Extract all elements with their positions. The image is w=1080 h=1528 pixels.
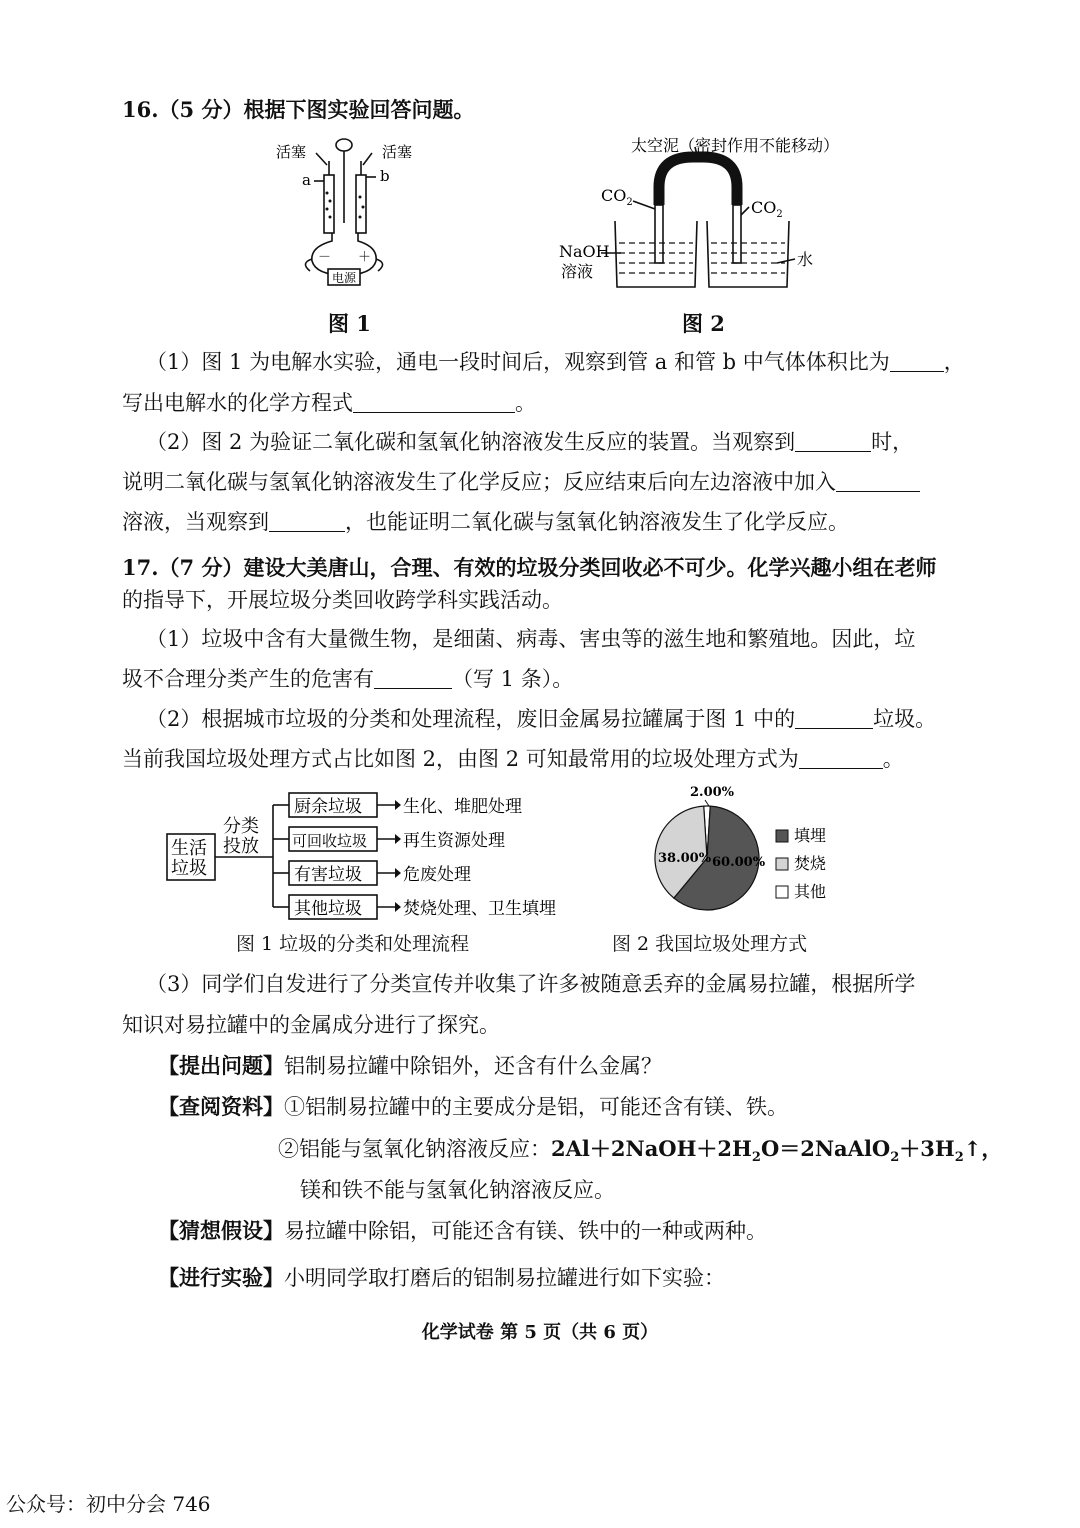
stopcock-left-label: 活塞 (276, 143, 307, 161)
flow-mid-label: 分类 (223, 816, 259, 837)
q16-part2-line1: （2）图 2 为验证二氧化碳和氢氧化钠溶液发生反应的装置。当观察到 时， (146, 430, 914, 454)
pie-label-other: 2.00% (690, 785, 735, 800)
answer-blank[interactable] (374, 668, 452, 689)
tube-b-label: b (380, 167, 390, 185)
ask-question: 【提出问题】铝制易拉罐中除铝外，还含有什么金属？ (158, 1053, 662, 1078)
q17-part2-line1: （2）根据城市垃圾的分类和处理流程，废旧金属易拉罐属于图 1 中的 垃圾。 (146, 707, 937, 731)
flow-category: 厨余垃圾 (294, 797, 362, 817)
q17-header-line1: 17.（7 分）建设大美唐山，合理、有效的垃圾分类回收必不可少。化学兴趣小组在老师 (122, 555, 937, 580)
reference-line2: ②铝能与氢氧化钠溶液反应：$2Al+2NaOH+2H_2O=2NaAlO_2+3H_2↑$， (278, 1136, 1003, 1166)
minus-sign: － (318, 250, 332, 265)
pie-chart (650, 780, 880, 930)
q17-header-line2: 的指导下，开展垃圾分类回收跨学科实践活动。 (122, 588, 563, 612)
answer-blank[interactable] (799, 748, 883, 769)
flow-result: 再生资源处理 (403, 831, 505, 851)
q16-part2-line2: 说明二氧化碳与氢氧化钠溶液发生了化学反应；反应结束后向左边溶液中加入 (122, 468, 920, 496)
flow-result: 危废处理 (403, 865, 471, 885)
watermark: 公众号：初中分会 746 (6, 1492, 211, 1516)
answer-blank[interactable] (353, 392, 515, 413)
garbage-flow-diagram (165, 788, 605, 928)
co2-right-label: $CO_2$ (751, 198, 783, 220)
answer-blank[interactable] (836, 471, 920, 492)
answer-blank[interactable] (795, 431, 871, 452)
reference-line3: 镁和铁不能与氢氧化钠溶液反应。 (300, 1178, 615, 1202)
electrolysis-diagram (272, 135, 432, 295)
q16-part2-line3: 溶液，当观察到 ，也能证明二氧化碳与氢氧化钠溶液发生了化学反应。 (122, 510, 849, 534)
pie-label-incineration: 38.00% (658, 851, 712, 866)
co2-left-label: $CO_2$ (601, 186, 633, 208)
flow-root-label: 垃圾 (171, 858, 207, 879)
tube-a-label: a (302, 171, 311, 189)
q17-part2-line2: 当前我国垃圾处理方式占比如图 2，由图 2 可知最常用的垃圾处理方式为 。 (122, 747, 904, 771)
hypothesis: 【猜想假设】易拉罐中除铝，可能还含有镁、铁中的一种或两种。 (158, 1218, 767, 1243)
q16-part1-line1: （1）图 1 为电解水实验，通电一段时间后，观察到管 a 和管 b 中气体体积比为 ， (146, 350, 965, 374)
q17-part1-line2: 圾不合理分类产生的危害有 （写 1 条）。 (122, 667, 574, 691)
pie-legend (776, 826, 826, 901)
co2-naoh-diagram (555, 135, 875, 295)
flow-root-label: 生活 (171, 838, 207, 859)
flow-category: 可回收垃圾 (292, 832, 368, 850)
answer-blank[interactable] (269, 511, 345, 532)
legend-label: 焚烧 (794, 854, 827, 873)
answer-blank[interactable] (795, 708, 873, 729)
legend-label: 填埋 (794, 826, 827, 845)
water-label: 水 (797, 250, 814, 269)
flow-result: 焚烧处理、卫生填埋 (403, 899, 556, 919)
pie-caption: 图 2 我国垃圾处理方式 (612, 933, 808, 955)
naoh-label: NaOH (559, 242, 610, 261)
q16-part1-line2: 写出电解水的化学方程式 。 (122, 391, 536, 415)
q17-part3-line2: 知识对易拉罐中的金属成分进行了探究。 (122, 1013, 500, 1037)
flow-caption: 图 1 垃圾的分类和处理流程 (236, 933, 470, 955)
q16-header: 16.（5 分）根据下图实验回答问题。 (122, 97, 475, 122)
pie-label-landfill: 60.00% (712, 855, 766, 870)
flow-category: 其他垃圾 (294, 899, 362, 919)
legend-label: 其他 (794, 882, 827, 901)
putty-label: 太空泥（密封作用不能移动） (631, 136, 840, 155)
naoh-solution-label: 溶液 (561, 262, 594, 281)
flow-mid-label: 投放 (223, 836, 259, 857)
answer-blank[interactable] (890, 351, 944, 372)
fig2-caption: 图 2 (682, 311, 725, 336)
reference-line1: 【查阅资料】①铝制易拉罐中的主要成分是铝，可能还含有镁、铁。 (158, 1094, 788, 1119)
pie-leader-line (705, 800, 709, 806)
page-footer: 化学试卷 第 5 页（共 6 页） (421, 1322, 659, 1343)
experiment: 【进行实验】小明同学取打磨后的铝制易拉罐进行如下实验： (158, 1265, 725, 1290)
flow-result: 生化、堆肥处理 (403, 797, 522, 817)
q17-part3-line1: （3）同学们自发进行了分类宣传并收集了许多被随意丢弃的金属易拉罐，根据所学 (146, 972, 916, 996)
fig1-caption: 图 1 (328, 311, 371, 336)
stopcock-right-label: 活塞 (382, 143, 413, 161)
plus-sign: ＋ (358, 250, 372, 265)
power-label: 电源 (332, 271, 357, 285)
q17-part1-line1: （1）垃圾中含有大量微生物，是细菌、病毒、害虫等的滋生地和繁殖地。因此，垃 (146, 627, 916, 651)
flow-category: 有害垃圾 (294, 865, 362, 885)
